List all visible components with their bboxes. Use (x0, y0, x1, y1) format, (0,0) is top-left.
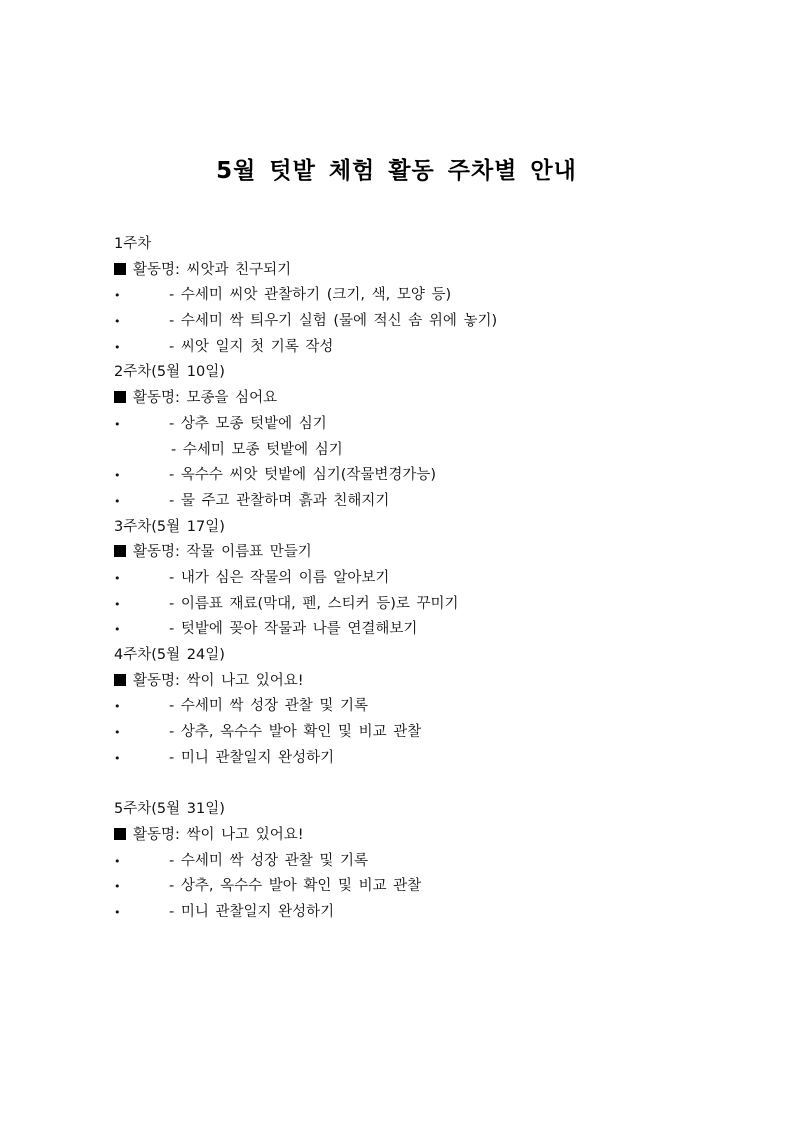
bullet-icon: • (114, 417, 121, 431)
list-item (114, 566, 714, 592)
week-section-1 (114, 232, 714, 360)
list-item (114, 335, 714, 361)
list-item-text: - 수세미 싹 성장 관찰 및 기록 (169, 852, 368, 869)
bullet-icon: • (114, 700, 121, 714)
activity-name: 활동명: 모종을 심어요 (133, 390, 278, 407)
week-heading: 4주차(5월 24일) (114, 647, 225, 663)
activity-line (114, 823, 714, 849)
activity-line (114, 386, 714, 412)
bullet-icon: • (114, 571, 121, 585)
list-item-text: - 수세미 씨앗 관찰하기 (크기, 색, 모양 등) (169, 287, 452, 304)
bullet-icon: • (114, 623, 121, 637)
list-item-text: - 수세미 모종 텃밭에 심기 (171, 441, 343, 458)
bullet-icon: • (114, 597, 121, 611)
bullet-icon: • (114, 751, 121, 765)
list-item-text: - 내가 심은 작물의 이름 알아보기 (169, 569, 390, 586)
list-item (114, 849, 714, 875)
activity-name: 활동명: 싹이 나고 있어요! (133, 826, 304, 843)
list-item-text: - 상추 모종 텃밭에 심기 (169, 415, 327, 432)
list-item (114, 746, 714, 772)
list-item-text: - 텃밭에 꽂아 작물과 나를 연결해보기 (169, 621, 418, 638)
list-item-text: - 물 주고 관찰하며 흙과 친해지기 (169, 492, 390, 509)
square-bullet-icon (114, 545, 126, 557)
week-section-3 (114, 515, 714, 643)
bullet-icon: • (114, 289, 121, 303)
list-item (114, 463, 714, 489)
bullet-icon: • (114, 340, 121, 354)
list-item-text: - 수세미 싹 성장 관찰 및 기록 (169, 698, 368, 715)
list-item (114, 720, 714, 746)
list-item-text: - 옥수수 씨앗 텃밭에 심기(작물변경가능) (169, 467, 437, 484)
week-heading: 5주차(5월 31일) (114, 801, 225, 818)
list-item (114, 412, 714, 438)
activity-line (114, 669, 714, 695)
list-item (114, 309, 714, 335)
list-item (114, 283, 714, 309)
list-item-text: - 씨앗 일지 첫 기록 작성 (169, 338, 334, 355)
bullet-icon: • (114, 494, 121, 508)
list-item-text: - 이름표 재료(막대, 펜, 스티커 등)로 꾸미기 (169, 595, 459, 612)
square-bullet-icon (114, 828, 126, 840)
list-item-text: - 미니 관찰일지 완성하기 (169, 749, 335, 766)
bullet-icon: • (114, 880, 121, 894)
list-item (114, 874, 714, 900)
list-item-text: - 수세미 싹 틔우기 실험 (물에 적신 솜 위에 놓기) (169, 313, 498, 330)
list-item (114, 617, 714, 643)
list-item (114, 438, 714, 464)
square-bullet-icon (114, 391, 126, 403)
activity-name: 활동명: 작물 이름표 만들기 (133, 544, 312, 561)
activity-line (114, 540, 714, 566)
blank-line (114, 771, 714, 797)
bullet-icon: • (114, 315, 121, 329)
week-section-4 (114, 643, 714, 771)
list-item-text: - 미니 관찰일지 완성하기 (169, 903, 335, 920)
week-section-5 (114, 797, 714, 925)
list-item (114, 489, 714, 515)
square-bullet-icon (114, 263, 126, 275)
bullet-icon: • (114, 905, 121, 919)
week-section-2 (114, 360, 714, 514)
list-item-text: - 상추, 옥수수 발아 확인 및 비교 관찰 (169, 878, 422, 895)
activity-name: 활동명: 씨앗과 친구되기 (133, 261, 292, 278)
list-item (114, 900, 714, 926)
bullet-icon: • (114, 854, 121, 868)
bullet-icon: • (114, 469, 121, 483)
activity-line (114, 258, 714, 284)
list-item-text: - 상추, 옥수수 발아 확인 및 비교 관찰 (169, 724, 422, 741)
list-item (114, 592, 714, 618)
week-heading: 2주차(5월 10일) (114, 364, 225, 381)
list-item (114, 694, 714, 720)
document-body (114, 232, 714, 926)
week-heading: 1주차 (114, 236, 152, 252)
document-title: 5월 텃밭 체험 활동 주차별 안내 (216, 158, 577, 184)
square-bullet-icon (114, 674, 126, 686)
activity-name: 활동명: 싹이 나고 있어요! (133, 672, 304, 689)
week-heading: 3주차(5월 17일) (114, 518, 225, 535)
bullet-icon: • (114, 726, 121, 740)
